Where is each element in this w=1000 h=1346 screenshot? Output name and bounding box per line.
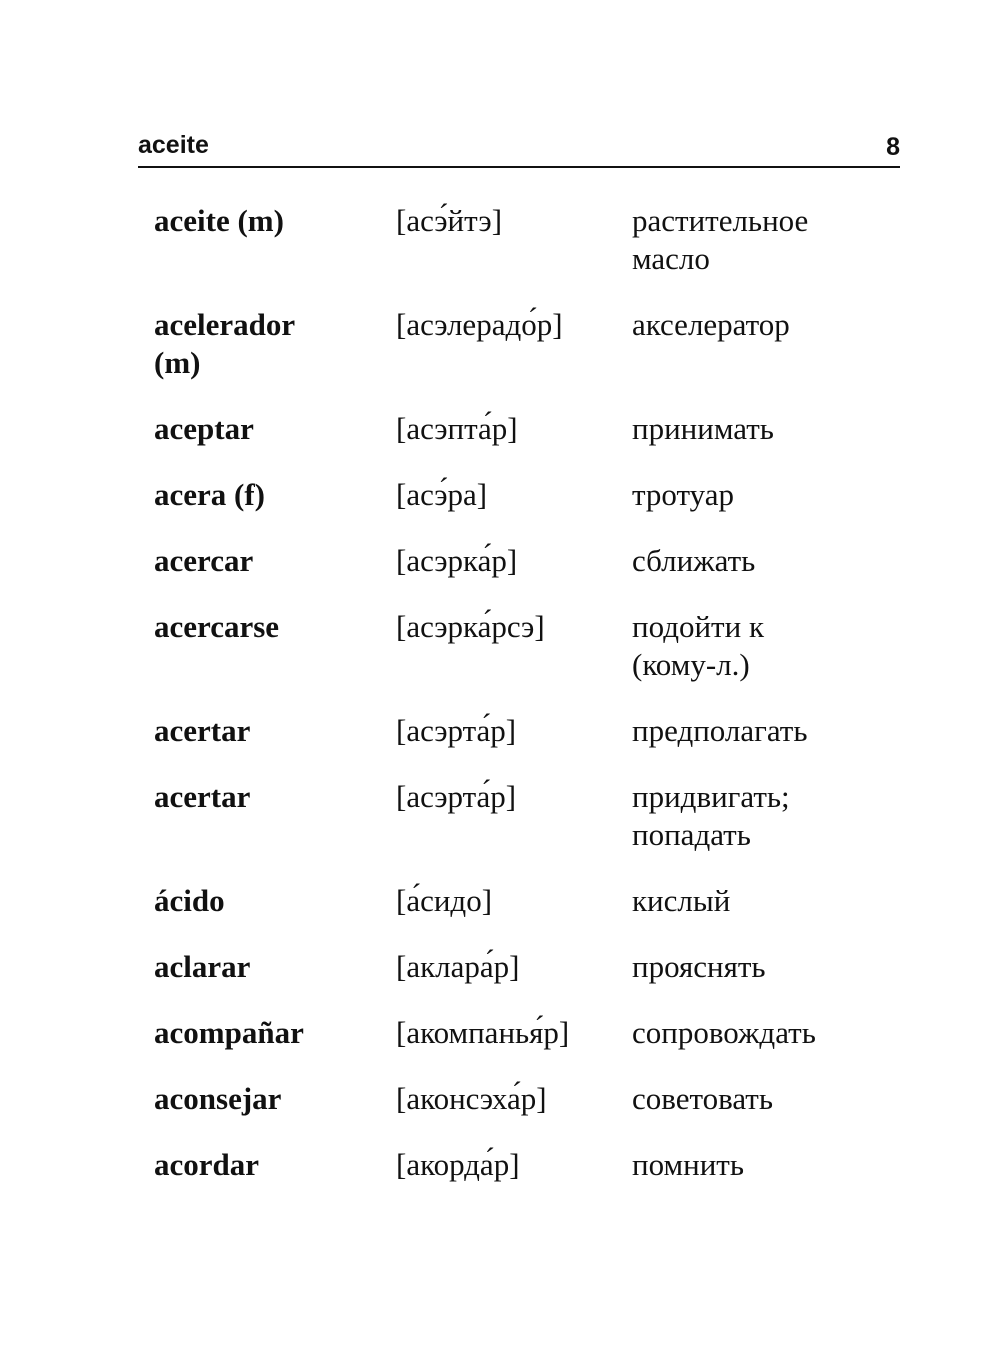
translation-line: придвигать; (632, 779, 790, 814)
pronunciation: [асэпта́р] (396, 411, 518, 446)
russian-translation: советовать (632, 1081, 773, 1116)
spanish-word (154, 306, 396, 382)
dictionary-entry (154, 476, 874, 514)
dictionary-entry (154, 608, 874, 684)
dictionary-entry (154, 306, 874, 382)
pronunciation: [асэрта́р] (396, 713, 517, 748)
header-guide-word: aceite (138, 131, 209, 159)
spanish-word: acercar (154, 543, 254, 578)
spanish-word: acercarse (154, 609, 280, 644)
dictionary-entry (154, 202, 874, 278)
pronunciation: [аконсэха́р] (396, 1081, 547, 1116)
pronunciation: [асэрка́р] (396, 543, 518, 578)
russian-translation: помнить (632, 1147, 744, 1182)
dictionary-entry (154, 542, 874, 580)
dictionary-entry (154, 948, 874, 986)
pronunciation: [асэрта́р] (396, 779, 517, 814)
dictionary-entry (154, 712, 874, 750)
page-number: 8 (886, 133, 900, 161)
pronunciation: [асэ́йтэ] (396, 203, 503, 238)
spanish-word: acertar (154, 713, 251, 748)
spanish-word: acordar (154, 1147, 260, 1182)
russian-translation (632, 778, 874, 854)
russian-translation (632, 608, 874, 684)
dictionary-entry (154, 778, 874, 854)
pronunciation: [асэ́ра] (396, 477, 488, 512)
spanish-word: aceite (m) (154, 203, 284, 238)
russian-translation: принимать (632, 411, 774, 446)
pronunciation: [аклара́р] (396, 949, 520, 984)
spanish-word: aceptar (154, 411, 254, 446)
russian-translation: кислый (632, 883, 731, 918)
translation-line: масло (632, 241, 710, 276)
word-line: (m) (154, 345, 201, 380)
pronunciation: [акорда́р] (396, 1147, 520, 1182)
dictionary-entry (154, 410, 874, 448)
spanish-word: ácido (154, 883, 225, 918)
dictionary-entry (154, 1080, 874, 1118)
translation-line: растительное (632, 203, 809, 238)
russian-translation (632, 202, 874, 278)
russian-translation: предполагать (632, 713, 808, 748)
translation-line: попадать (632, 817, 751, 852)
russian-translation: тротуар (632, 477, 735, 512)
pronunciation: [акомпанья́р] (396, 1015, 570, 1050)
pronunciation: [асэрка́рсэ] (396, 609, 545, 644)
dictionary-entry (154, 1146, 874, 1184)
spanish-word: acertar (154, 779, 251, 814)
dictionary-entry (154, 1014, 874, 1052)
pronunciation: [асэлерадо́р] (396, 307, 563, 342)
russian-translation: сопровождать (632, 1015, 816, 1050)
translation-line: (кому-л.) (632, 647, 750, 682)
page-header (138, 126, 900, 168)
russian-translation: прояснять (632, 949, 766, 984)
spanish-word: aconsejar (154, 1081, 282, 1116)
dictionary-entry (154, 882, 874, 920)
dictionary-entry-list (154, 202, 874, 1212)
pronunciation: [а́сидо] (396, 883, 493, 918)
russian-translation: сближать (632, 543, 756, 578)
spanish-word: aclarar (154, 949, 251, 984)
word-line: acelerador (154, 307, 296, 342)
spanish-word: acera (f) (154, 477, 265, 512)
russian-translation: акселератор (632, 307, 790, 342)
translation-line: подойти к (632, 609, 765, 644)
spanish-word: acompañar (154, 1015, 304, 1050)
